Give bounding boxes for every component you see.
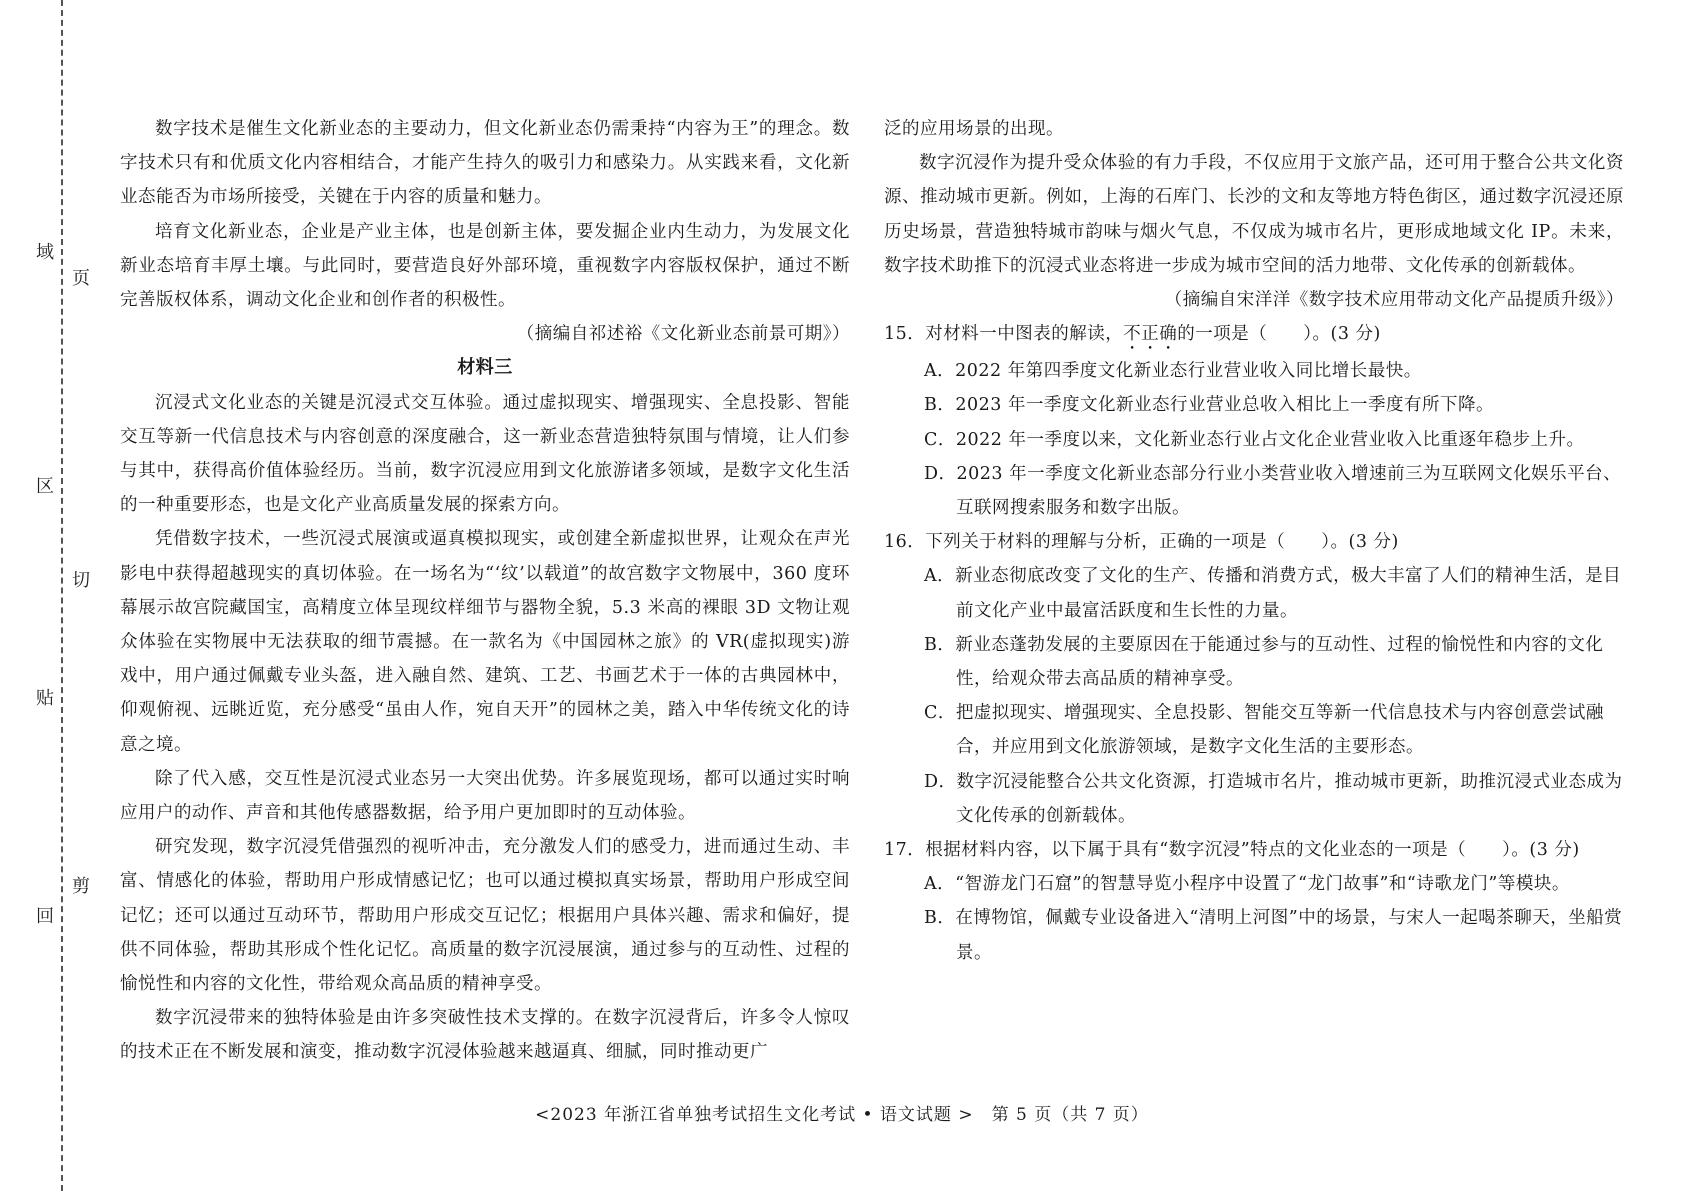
left-column — [120, 112, 850, 1070]
margin-label: 区 — [36, 476, 54, 497]
option-d: D．数字沉浸能整合公共文化资源，打造城市名片，推动城市更新，助推沉浸式业态成为文化传承的创新载体。 — [924, 771, 1623, 826]
margin-label: 贴 — [36, 688, 54, 709]
option-b: B．在博物馆，佩戴专业设备进入“清明上河图”中的场景，与宋人一起喝茶聊天，坐船赏景。 — [924, 908, 1623, 963]
option-a: A．2022 年第四季度文化新业态行业营业收入同比增长最快。 — [924, 361, 1422, 382]
emphasis-text: 不正确 — [1123, 324, 1178, 345]
page-footer: <2023 年浙江省单独考试招生文化考试 • 语文试题 > 第 5 页（共 7 页） — [535, 1105, 1149, 1125]
paragraph: 凭借数字技术，一些沉浸式展演或逼真模拟现实，或创建全新虚拟世界，让观众在声光影电中获得超越现实的真切体验。在一场名为“‘纹’以载道”的故宫数字文物展中，360 度环幕展示故宫院藏国宝，高精度立体呈现纹样细节与器物全貌，5.3 米高的裸眼 3D 文物让观众体验在实物展中无法获取的细节震撼。在一款名为《中国园林之旅》的 VR(虚拟现实)游戏中，用户通过佩戴专业头盔，进入融自然、建筑、工艺、书画艺术于一体的古典园林中，仰观俯视、远眺近览，充分感受“虽由人作，宛自天开”的园林之美，踏入中华传统文化的诗意之境。 — [120, 529, 850, 755]
option-c: C．2022 年一季度以来，文化新业态行业占文化企业营业收入比重逐年稳步上升。 — [924, 429, 1585, 450]
option-a: A．“智游龙门石窟”的智慧导览小程序中设置了“龙门故事”和“诗歌龙门”等模块。 — [924, 874, 1570, 895]
paragraph: 数字沉浸带来的独特体验是由许多突破性技术支撑的。在数字沉浸背后，许多令人惊叹的技术正在不断发展和演变，推动数字沉浸体验越来越逼真、细腻，同时推动更广 — [120, 1008, 850, 1063]
question-17 — [884, 833, 1624, 970]
paragraph: 数字技术是催生文化新业态的主要动力，但文化新业态仍需秉持“内容为王”的理念。数字技术只有和优质文化内容相结合，才能产生持久的吸引力和感染力。从实践来看，文化新业态能否为市场所接受，关键在于内容的质量和魅力。 — [120, 119, 850, 208]
paragraph: 研究发现，数字沉浸凭借强烈的视听冲击，充分激发人们的感受力，进而通过生动、丰富、情感化的体验，帮助用户形成情感记忆；也可以通过模拟真实场景，帮助用户形成空间记忆；还可以通过互动环节，帮助用户形成交互记忆；根据用户具体兴趣、需求和偏好，提供不同体验，帮助其形成个性化记忆。高质量的数字沉浸展演，通过参与的互动性、过程的愉悦性和内容的文化性，带给观众高品质的精神享受。 — [120, 837, 850, 995]
paragraph: 培育文化新业态，企业是产业主体，也是创新主体，要发掘企业内生动力，为发展文化新业态培育丰厚土壤。与此同时，要营造良好外部环境，重视数字内容版权保护，通过不断完善版权体系，调动文化企业和创作者的积极性。 — [120, 221, 850, 311]
stem-text: 15．对材料一中图表的解读， — [884, 324, 1124, 345]
source-citation: （摘编自宋洋洋《数字技术应用带动文化产品提质升级》） — [1164, 290, 1624, 311]
paragraph: 除了代入感，交互性是沉浸式业态另一大突出优势。许多展览现场，都可以通过实时响应用户的动作、声音和其他传感器数据，给予用户更加即时的互动体验。 — [120, 768, 850, 824]
margin-label: 切 — [72, 570, 90, 591]
margin-label: 回 — [36, 906, 54, 927]
margin-label: 页 — [72, 268, 90, 289]
question-stem — [884, 317, 1624, 354]
paragraph: 泛的应用场景的出现。 — [884, 119, 1064, 139]
question-15 — [884, 317, 1624, 525]
question-16 — [884, 525, 1624, 833]
option-c: C．把虚拟现实、增强现实、全息投影、智能交互等新一代信息技术与内容创意尝试融合，并应用到文化旅游领域，是数字文化生活的主要形态。 — [924, 703, 1604, 758]
option-b: B．新业态蓬勃发展的主要原因在于能通过参与的互动性、过程的愉悦性和内容的文化性，给观众带去高品质的精神享受。 — [924, 634, 1604, 690]
stem-text: 的一项是（ ）。(3 分) — [1177, 324, 1381, 345]
question-stem: 17．根据材料内容，以下属于具有“数字沉浸”特点的文化业态的一项是（ ）。(3 分) — [884, 840, 1580, 861]
option-b: B．2023 年一季度文化新业态行业营业总收入相比上一季度有所下降。 — [924, 395, 1494, 416]
source-citation: （摘编自祁述裕《文化新业态前景可期》） — [516, 324, 850, 345]
margin-label: 剪 — [72, 876, 90, 897]
section-title: 材料三 — [457, 357, 513, 379]
option-a: A．新业态彻底改变了文化的生产、传播和消费方式，极大丰富了人们的精神生活，是目前文化产业中最富活跃度和生长性的力量。 — [924, 566, 1622, 621]
option-d: D．2023 年一季度文化新业态部分行业小类营业收入增速前三为互联网文化娱乐平台、互联网搜索服务和数字出版。 — [924, 463, 1622, 519]
cut-line — [61, 0, 63, 1191]
right-column — [884, 112, 1624, 970]
paragraph: 数字沉浸作为提升受众体验的有力手段，不仅应用于文旅产品，还可用于整合公共文化资源、推动城市更新。例如，上海的石库门、长沙的文和友等地方特色街区，通过数字沉浸还原历史场景，营造独特城市韵味与烟火气息，不仅成为城市名片，更形成地域文化 IP。未来，数字技术助推下的沉浸式业态将进一步成为城市空间的活力地带、文化传承的创新载体。 — [884, 153, 1624, 276]
margin-label: 域 — [36, 242, 54, 263]
paragraph: 沉浸式文化业态的关键是沉浸式交互体验。通过虚拟现实、增强现实、全息投影、智能交互等新一代信息技术与内容创意的深度融合，这一新业态营造独特氛围与情境，让人们参与其中，获得高价值体验经历。当前，数字沉浸应用到文化旅游诸多领域，是数字文化生活的一种重要形态，也是文化产业高质量发展的探索方向。 — [120, 392, 850, 516]
question-stem: 16．下列关于材料的理解与分析，正确的一项是（ ）。(3 分) — [884, 532, 1399, 553]
